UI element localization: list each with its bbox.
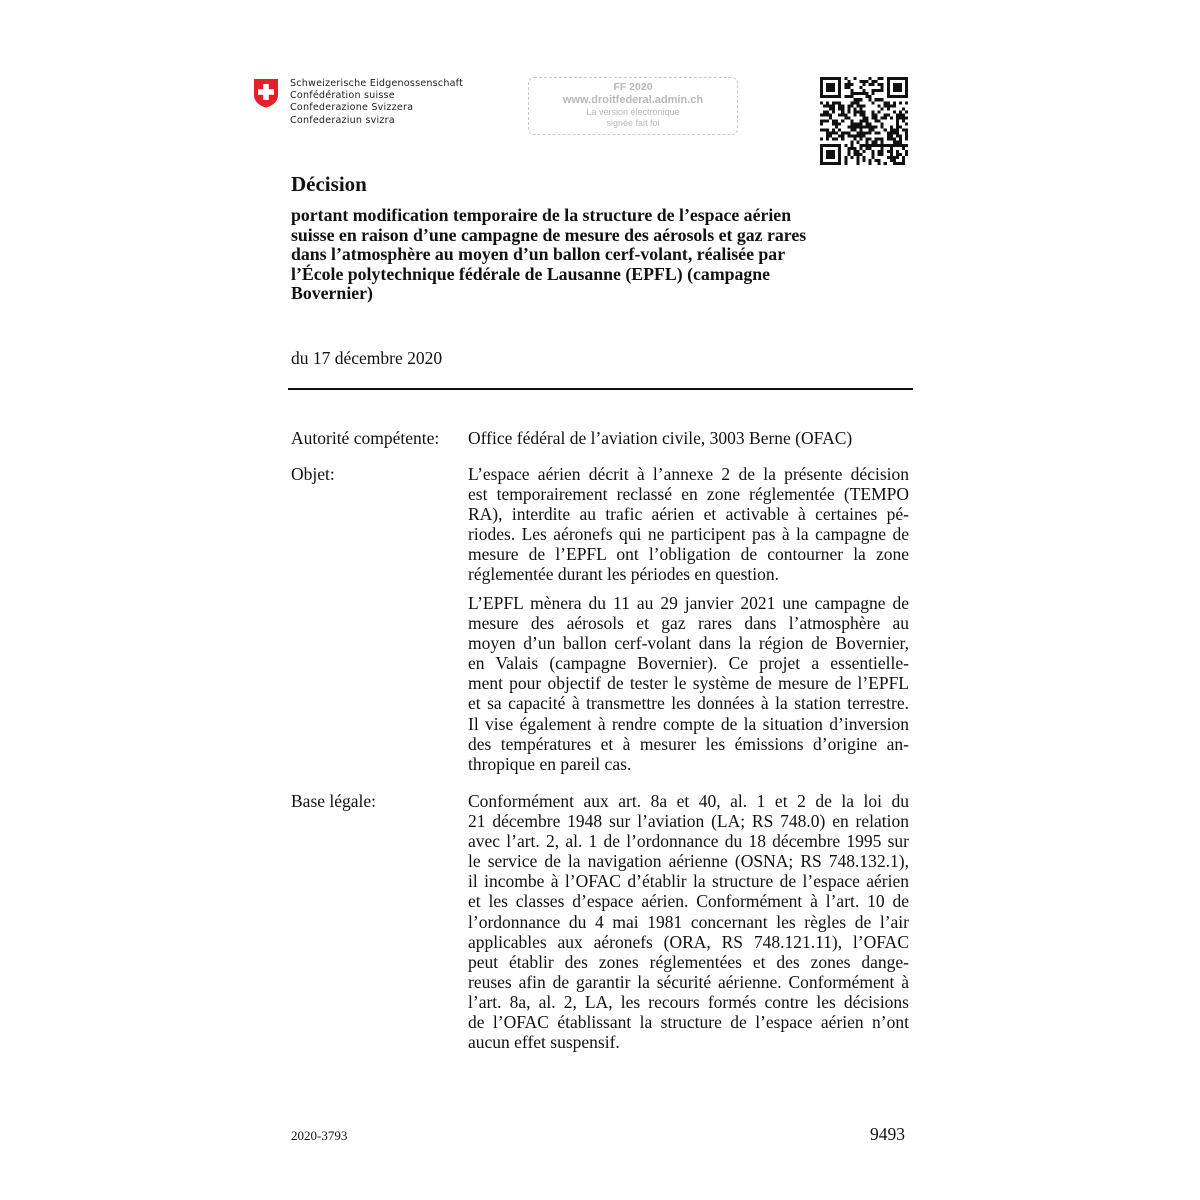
- text-line: réglementée durant les périodes en question.: [468, 564, 780, 585]
- confederation-name-it: Confederazione Svizzera: [290, 102, 414, 114]
- text-line: est temporairement reclassé en zone réglementée (TEMPO: [468, 484, 909, 505]
- subtitle-line: portant modification temporaire de la structure de l’espace aérien: [291, 205, 792, 225]
- stamp-note-line1: La version électronique: [586, 107, 680, 117]
- text-line: 21 décembre 1948 sur l’aviation (LA; RS 748.0) en relation: [468, 811, 909, 832]
- text-line: avec l’art. 2, al. 1 de l’ordonnance du 18 décembre 1995 sur: [468, 831, 909, 852]
- text-line: et sa capacité à transmettre les données à la station terrestre.: [468, 693, 909, 714]
- qr-code-icon: [820, 77, 908, 165]
- text-line: riodes. Les aéronefs qui ne participent pas à la campagne de: [468, 524, 909, 545]
- text-line: l’ordonnance du 4 mai 1981 concernant les règles de l’air: [468, 911, 909, 932]
- text-line: et les classes d’espace aérien. Conformément à l’art. 10 de: [468, 891, 909, 912]
- official-version-stamp: [528, 77, 738, 135]
- document-number: 2020-3793: [291, 1128, 348, 1143]
- text-line: de l’OFAC établissant la structure de l’espace aérien n’ont: [468, 1012, 909, 1033]
- text-line: Il vise également à rendre compte de la situation d’inversion: [468, 713, 909, 734]
- authority-label: Autorité compétente:: [291, 428, 440, 448]
- subtitle-line: suisse en raison d’une campagne de mesure des aérosols et gaz rares: [291, 224, 807, 245]
- page-number: 9493: [870, 1124, 905, 1144]
- confederation-name-rm: Confederaziun svizra: [290, 114, 395, 126]
- horizontal-divider: [288, 388, 913, 390]
- text-line: Office fédéral de l’aviation civile, 3003 Berne (OFAC): [468, 428, 853, 448]
- text-line: applicables aux aéronefs (ORA, RS 748.121.11), l’OFAC: [468, 931, 909, 952]
- subtitle-line: Bovernier): [291, 283, 373, 303]
- object-paragraph-2: [468, 593, 909, 774]
- text-line: RA), interdite au trafic aérien et activable à certaines pé-: [468, 504, 909, 525]
- document-title: Décision: [291, 172, 367, 196]
- text-line: il incombe à l’OFAC d’établir la structure de l’espace aérien: [468, 871, 909, 892]
- text-line: L’espace aérien décrit à l’annexe 2 de la présente décision: [468, 464, 909, 484]
- text-line: des températures et à mesurer les émissions d’origine an-: [468, 733, 909, 754]
- object-label: Objet:: [291, 464, 335, 484]
- text-line: en Valais (campagne Bovernier). Ce projet a essentielle-: [468, 653, 909, 674]
- text-line: moyen d’un ballon cerf-volant dans la région de Bovernier,: [468, 633, 909, 654]
- object-paragraph-1: [468, 464, 909, 585]
- subtitle-line: l’École polytechnique fédérale de Lausanne (EPFL) (campagne: [291, 263, 771, 284]
- confederation-name-fr: Confédération suisse: [290, 90, 395, 102]
- text-line: peut établir des zones réglementées et des zones dange-: [468, 951, 909, 972]
- legal-basis-text: [468, 791, 909, 1052]
- authority-text: [468, 428, 909, 448]
- stamp-url: www.droitfederal.admin.ch: [562, 94, 704, 106]
- text-line: mesure de l’EPFL ont l’obligation de contourner la zone: [468, 544, 909, 565]
- stamp-note-line2: signée fait foi: [606, 118, 660, 128]
- text-line: reuses afin de garantir la sécurité aérienne. Conformément à: [468, 971, 909, 992]
- stamp-reference: FF 2020: [613, 81, 653, 93]
- legal-basis-label: Base légale:: [291, 791, 377, 811]
- text-line: l’art. 8a, al. 2, LA, les recours formés contre les décisions: [468, 991, 909, 1012]
- swiss-flag-icon: [252, 78, 280, 108]
- subtitle-line: dans l’atmosphère au moyen d’un ballon cerf-volant, réalisée par: [291, 244, 786, 264]
- text-line: Conformément aux art. 8a et 40, al. 1 et 2 de la loi du: [468, 791, 909, 811]
- text-line: mesure des aérosols et gaz rares dans l’atmosphère au: [468, 613, 909, 634]
- confederation-name-de: Schweizerische Eidgenossenschaft: [290, 78, 464, 89]
- text-line: aucun effet suspensif.: [468, 1032, 620, 1053]
- text-line: thropique en pareil cas.: [468, 753, 632, 774]
- text-line: ment pour objectif de tester le système de mesure de l’EPFL: [468, 673, 909, 694]
- document-subtitle: [291, 206, 891, 304]
- document-date: du 17 décembre 2020: [291, 348, 443, 368]
- confederation-names: [290, 78, 463, 127]
- text-line: L’EPFL mènera du 11 au 29 janvier 2021 une campagne de: [468, 593, 909, 613]
- text-line: le service de la navigation aérienne (OSNA; RS 748.132.1),: [468, 851, 909, 872]
